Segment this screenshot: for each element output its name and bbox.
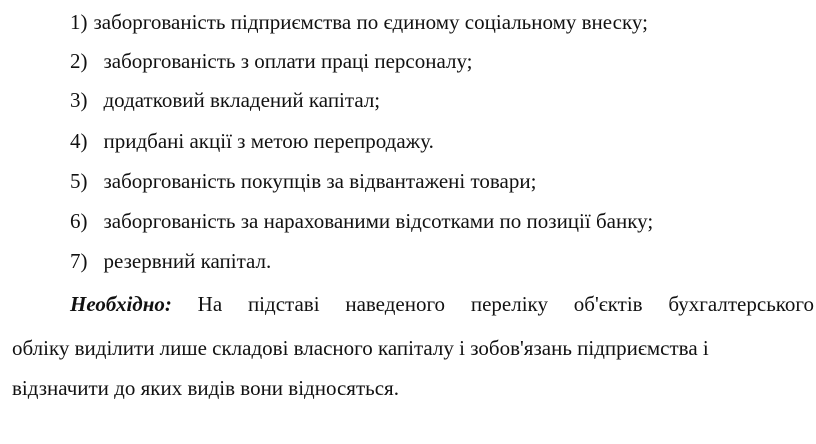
task-line-2-text: обліку виділити лише складові власного капіталу і зобов'язань підприємства і [12,336,709,360]
list-item-text: придбані акції з метою перепродажу. [103,129,434,153]
list-item-number: 1) [70,10,88,34]
list-item-number: 5) [70,169,88,193]
list-item-5 [70,168,536,194]
list-item-number: 6) [70,209,88,233]
task-line-1-text: На підставі наведеного переліку об'єктів бухгалтерського [197,292,815,316]
list-item-number: 2) [70,49,88,73]
list-item-6 [70,208,653,234]
list-item-text: заборгованість підприємства по єдиному соціальному внеску; [93,10,648,34]
list-item-1 [70,9,648,35]
task-line-1 [12,291,815,317]
list-item-4 [70,128,434,154]
list-item-number: 3) [70,88,88,112]
task-label: Необхідно: [70,292,172,316]
list-item-text: заборгованість з оплати праці персоналу; [103,49,473,73]
list-item-text: резервний капітал. [103,249,272,273]
list-item-number: 4) [70,129,88,153]
task-line-2 [12,335,806,361]
list-item-text: заборгованість покупців за відвантажені товари; [103,169,537,193]
list-item-3 [70,87,380,113]
list-item-number: 7) [70,249,88,273]
list-item-text: заборгованість за нарахованими відсотками по позиції банку; [103,209,654,233]
task-line-3-text: відзначити до яких видів вони відносяться. [12,376,399,400]
task-line-3 [12,375,806,401]
list-item-text: додатковий вкладений капітал; [103,88,381,112]
list-item-7 [70,248,271,274]
list-item-2 [70,48,473,74]
